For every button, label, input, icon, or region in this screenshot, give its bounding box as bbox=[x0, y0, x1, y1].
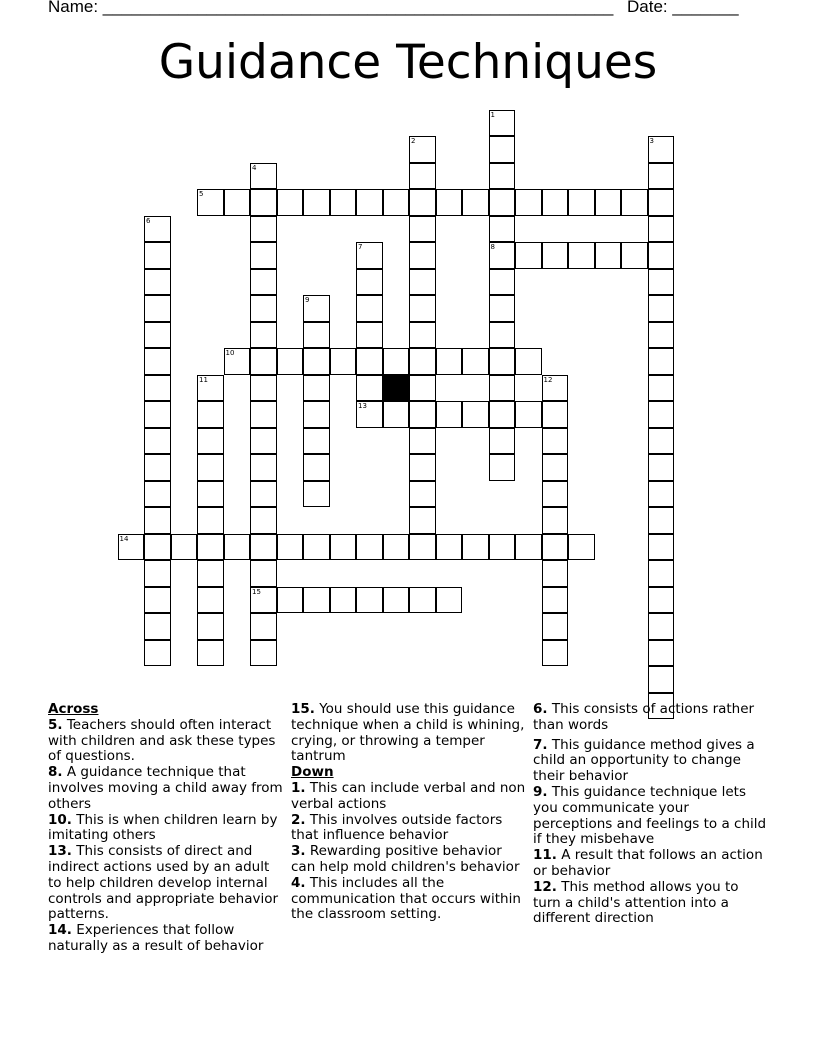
grid-cell[interactable] bbox=[648, 163, 675, 190]
grid-cell[interactable] bbox=[356, 269, 383, 296]
grid-cell[interactable] bbox=[383, 587, 410, 614]
grid-cell[interactable] bbox=[250, 640, 277, 667]
grid-cell[interactable] bbox=[542, 454, 569, 481]
grid-cell[interactable] bbox=[542, 640, 569, 667]
grid-cell[interactable] bbox=[648, 560, 675, 587]
grid-cell[interactable] bbox=[250, 613, 277, 640]
clue-number: 8. bbox=[48, 764, 63, 781]
grid-cell[interactable] bbox=[303, 428, 330, 455]
grid-cell[interactable] bbox=[383, 401, 410, 428]
grid-cell[interactable] bbox=[595, 242, 622, 269]
clue-text: This is when children learn by imitating others bbox=[48, 811, 278, 844]
grid-cell[interactable] bbox=[595, 189, 622, 216]
clue-number-label: 15 bbox=[252, 587, 261, 596]
grid-cell[interactable] bbox=[409, 295, 436, 322]
grid-cell[interactable] bbox=[648, 136, 675, 163]
grid-block bbox=[383, 375, 410, 402]
across-heading: Across bbox=[48, 701, 99, 717]
grid-cell[interactable] bbox=[144, 587, 171, 614]
grid-cell[interactable] bbox=[144, 216, 171, 243]
grid-cell[interactable] bbox=[303, 587, 330, 614]
clue-across-5 bbox=[48, 718, 284, 765]
clue-number-label: 1 bbox=[490, 110, 495, 119]
clue-number: 10. bbox=[48, 811, 72, 828]
grid-cell[interactable] bbox=[436, 587, 463, 614]
grid-cell[interactable] bbox=[197, 613, 224, 640]
grid-cell[interactable] bbox=[489, 163, 516, 190]
grid-cell[interactable] bbox=[303, 481, 330, 508]
grid-cell[interactable] bbox=[462, 348, 489, 375]
grid-cell[interactable] bbox=[197, 534, 224, 561]
grid-cell[interactable] bbox=[356, 375, 383, 402]
grid-cell[interactable] bbox=[436, 189, 463, 216]
grid-cell[interactable] bbox=[356, 348, 383, 375]
grid-cell[interactable] bbox=[489, 136, 516, 163]
grid-cell[interactable] bbox=[356, 401, 383, 428]
grid-cell[interactable] bbox=[250, 295, 277, 322]
grid-cell[interactable] bbox=[197, 428, 224, 455]
grid-cell[interactable] bbox=[330, 348, 357, 375]
grid-cell[interactable] bbox=[409, 242, 436, 269]
grid-cell[interactable] bbox=[648, 666, 675, 693]
clue-text: This method allows you to turn a child's attention into a different direction bbox=[533, 878, 739, 927]
grid-cell[interactable] bbox=[489, 110, 516, 137]
grid-cell[interactable] bbox=[197, 481, 224, 508]
grid-cell[interactable] bbox=[356, 295, 383, 322]
grid-cell[interactable] bbox=[197, 401, 224, 428]
clue-number-label: 7 bbox=[358, 243, 363, 251]
grid-cell[interactable] bbox=[144, 295, 171, 322]
grid-cell[interactable] bbox=[383, 189, 410, 216]
grid-cell[interactable] bbox=[648, 587, 675, 614]
grid-cell[interactable] bbox=[515, 534, 542, 561]
clue-text: A guidance technique that involves moving a child away from others bbox=[48, 764, 283, 812]
clue-text: This consists of direct and indirect actions used by an adult to help children develop internal controls and appropriate behavior patterns. bbox=[48, 843, 279, 923]
grid-cell[interactable] bbox=[356, 242, 383, 269]
grid-cell[interactable] bbox=[648, 348, 675, 375]
right-column bbox=[533, 702, 769, 927]
clue-across-8 bbox=[48, 765, 284, 812]
grid-cell[interactable] bbox=[568, 242, 595, 269]
grid-cell[interactable] bbox=[250, 507, 277, 534]
grid-cell[interactable] bbox=[330, 587, 357, 614]
clue-number-label: 9 bbox=[305, 296, 310, 304]
grid-cell[interactable] bbox=[250, 534, 277, 561]
grid-cell[interactable] bbox=[356, 534, 383, 561]
grid-cell[interactable] bbox=[648, 375, 675, 402]
grid-cell[interactable] bbox=[303, 454, 330, 481]
clue-across-15 bbox=[291, 702, 527, 765]
grid-cell[interactable] bbox=[303, 534, 330, 561]
grid-cell[interactable] bbox=[197, 560, 224, 587]
grid-cell[interactable] bbox=[409, 428, 436, 455]
date-field-label: Date: _______ bbox=[627, 0, 739, 16]
grid-cell[interactable] bbox=[144, 401, 171, 428]
grid-cell[interactable] bbox=[542, 613, 569, 640]
grid-cell[interactable] bbox=[330, 189, 357, 216]
grid-cell[interactable] bbox=[409, 454, 436, 481]
grid-cell[interactable] bbox=[250, 216, 277, 243]
grid-cell[interactable] bbox=[489, 401, 516, 428]
clue-across-14 bbox=[48, 923, 284, 955]
grid-cell[interactable] bbox=[489, 269, 516, 296]
clue-text: This guidance technique lets you communicate your perceptions and feelings to a child if they misbehave bbox=[533, 783, 767, 848]
clue-number: 1. bbox=[291, 779, 306, 796]
name-field-label: Name: ______________________________________________________ bbox=[48, 0, 614, 16]
page-title: Guidance Techniques bbox=[158, 35, 658, 90]
grid-cell[interactable] bbox=[144, 613, 171, 640]
grid-cell[interactable] bbox=[250, 481, 277, 508]
grid-cell[interactable] bbox=[250, 322, 277, 349]
clue-number-label: 12 bbox=[543, 375, 553, 384]
grid-cell[interactable] bbox=[303, 295, 330, 322]
clue-across-13 bbox=[48, 844, 284, 923]
grid-cell[interactable] bbox=[542, 242, 569, 269]
grid-cell[interactable] bbox=[436, 348, 463, 375]
grid-cell[interactable] bbox=[197, 189, 224, 216]
grid-cell[interactable] bbox=[542, 375, 569, 402]
grid-cell[interactable] bbox=[197, 454, 224, 481]
clue-text: A result that follows an action or behavior bbox=[533, 847, 763, 879]
clue-number-label: 3 bbox=[649, 137, 654, 145]
grid-cell[interactable] bbox=[409, 375, 436, 402]
grid-cell[interactable] bbox=[409, 587, 436, 614]
grid-cell[interactable] bbox=[303, 348, 330, 375]
clue-down-11 bbox=[533, 848, 769, 880]
grid-cell[interactable] bbox=[144, 242, 171, 269]
grid-cell[interactable] bbox=[648, 640, 675, 667]
grid-cell[interactable] bbox=[489, 348, 516, 375]
clue-down-3 bbox=[291, 844, 527, 876]
grid-cell[interactable] bbox=[489, 295, 516, 322]
clue-number: 2. bbox=[291, 811, 306, 828]
grid-cell[interactable] bbox=[648, 481, 675, 508]
clue-number: 3. bbox=[291, 843, 306, 860]
grid-cell[interactable] bbox=[224, 348, 251, 375]
grid-cell[interactable] bbox=[515, 242, 542, 269]
grid-cell[interactable] bbox=[409, 401, 436, 428]
clue-text: Experiences that follow naturally as a result of behavior bbox=[48, 922, 264, 954]
grid-cell[interactable] bbox=[250, 560, 277, 587]
grid-cell[interactable] bbox=[648, 189, 675, 216]
grid-cell[interactable] bbox=[250, 375, 277, 402]
grid-cell[interactable] bbox=[462, 534, 489, 561]
grid-cell[interactable] bbox=[648, 507, 675, 534]
clue-text: This involves outside factors that influence behavior bbox=[291, 811, 503, 844]
grid-cell[interactable] bbox=[568, 534, 595, 561]
grid-cell[interactable] bbox=[197, 587, 224, 614]
clue-down-6 bbox=[533, 702, 769, 734]
grid-cell[interactable] bbox=[542, 401, 569, 428]
grid-cell[interactable] bbox=[648, 269, 675, 296]
grid-cell[interactable] bbox=[489, 216, 516, 243]
clue-number: 14. bbox=[48, 922, 72, 939]
grid-cell[interactable] bbox=[436, 401, 463, 428]
grid-cell[interactable] bbox=[197, 507, 224, 534]
grid-cell[interactable] bbox=[648, 534, 675, 561]
grid-cell[interactable] bbox=[250, 454, 277, 481]
grid-cell[interactable] bbox=[489, 428, 516, 455]
grid-cell[interactable] bbox=[542, 587, 569, 614]
grid-cell[interactable] bbox=[489, 189, 516, 216]
grid-cell[interactable] bbox=[250, 189, 277, 216]
across-column bbox=[48, 702, 284, 955]
grid-cell[interactable] bbox=[144, 454, 171, 481]
grid-cell[interactable] bbox=[648, 216, 675, 243]
grid-cell[interactable] bbox=[489, 375, 516, 402]
grid-cell[interactable] bbox=[277, 534, 304, 561]
grid-cell[interactable] bbox=[409, 189, 436, 216]
clue-down-12 bbox=[533, 880, 769, 927]
grid-cell[interactable] bbox=[250, 401, 277, 428]
grid-cell[interactable] bbox=[648, 295, 675, 322]
grid-cell[interactable] bbox=[277, 587, 304, 614]
grid-cell[interactable] bbox=[197, 640, 224, 667]
grid-cell[interactable] bbox=[144, 375, 171, 402]
clue-text: Rewarding positive behavior can help mold children's behavior bbox=[291, 843, 520, 875]
grid-cell[interactable] bbox=[303, 375, 330, 402]
grid-cell[interactable] bbox=[197, 375, 224, 402]
grid-cell[interactable] bbox=[383, 534, 410, 561]
grid-cell[interactable] bbox=[144, 640, 171, 667]
grid-cell[interactable] bbox=[277, 348, 304, 375]
grid-cell[interactable] bbox=[409, 163, 436, 190]
grid-cell[interactable] bbox=[648, 242, 675, 269]
grid-cell[interactable] bbox=[303, 401, 330, 428]
clue-number-label: 4 bbox=[252, 163, 257, 172]
clue-number-label: 8 bbox=[490, 243, 495, 251]
clue-number-label: 11 bbox=[199, 375, 208, 384]
clue-down-9 bbox=[533, 785, 769, 848]
grid-cell[interactable] bbox=[489, 322, 516, 349]
grid-cell[interactable] bbox=[409, 322, 436, 349]
clue-text: This includes all the communication that occurs within the classroom setting. bbox=[291, 874, 521, 923]
clue-number: 9. bbox=[533, 783, 548, 800]
grid-cell[interactable] bbox=[515, 401, 542, 428]
grid-cell[interactable] bbox=[303, 322, 330, 349]
clue-down-1 bbox=[291, 781, 527, 813]
grid-cell[interactable] bbox=[462, 189, 489, 216]
clue-text: This guidance method gives a child an opportunity to change their behavior bbox=[533, 736, 755, 785]
grid-cell[interactable] bbox=[489, 454, 516, 481]
clue-number-label: 5 bbox=[199, 190, 204, 198]
down-heading: Down bbox=[291, 764, 334, 781]
grid-cell[interactable] bbox=[303, 189, 330, 216]
grid-cell[interactable] bbox=[409, 269, 436, 296]
grid-cell[interactable] bbox=[648, 454, 675, 481]
clue-number: 5. bbox=[48, 716, 63, 733]
clue-number-label: 2 bbox=[411, 137, 416, 145]
grid-cell[interactable] bbox=[489, 242, 516, 269]
clue-text: This can include verbal and non verbal actions bbox=[291, 779, 526, 812]
clue-number: 12. bbox=[533, 878, 557, 895]
grid-cell[interactable] bbox=[515, 348, 542, 375]
grid-cell[interactable] bbox=[542, 560, 569, 587]
clue-number: 15. bbox=[291, 701, 315, 717]
grid-cell[interactable] bbox=[568, 189, 595, 216]
grid-cell[interactable] bbox=[144, 507, 171, 534]
grid-cell[interactable] bbox=[648, 401, 675, 428]
grid-cell[interactable] bbox=[542, 189, 569, 216]
grid-cell[interactable] bbox=[542, 428, 569, 455]
clue-text: This consists of actions rather than words bbox=[533, 701, 755, 733]
grid-cell[interactable] bbox=[462, 401, 489, 428]
grid-cell[interactable] bbox=[250, 242, 277, 269]
clue-text: Teachers should often interact with children and ask these types of questions. bbox=[48, 716, 276, 765]
grid-cell[interactable] bbox=[409, 216, 436, 243]
clue-across-10 bbox=[48, 813, 284, 845]
grid-cell[interactable] bbox=[144, 534, 171, 561]
clue-down-2 bbox=[291, 813, 527, 845]
clue-number-label: 6 bbox=[146, 216, 151, 225]
grid-cell[interactable] bbox=[356, 587, 383, 614]
grid-cell[interactable] bbox=[489, 534, 516, 561]
grid-cell[interactable] bbox=[118, 534, 145, 561]
grid-cell[interactable] bbox=[409, 534, 436, 561]
clue-number-label: 10 bbox=[225, 349, 235, 357]
grid-cell[interactable] bbox=[144, 481, 171, 508]
grid-cell[interactable] bbox=[409, 348, 436, 375]
grid-cell[interactable] bbox=[621, 242, 648, 269]
grid-cell[interactable] bbox=[409, 507, 436, 534]
grid-cell[interactable] bbox=[250, 428, 277, 455]
clue-number-label: 14 bbox=[119, 534, 129, 543]
grid-cell[interactable] bbox=[250, 587, 277, 614]
grid-cell[interactable] bbox=[277, 189, 304, 216]
grid-cell[interactable] bbox=[542, 481, 569, 508]
grid-cell[interactable] bbox=[330, 534, 357, 561]
grid-cell[interactable] bbox=[356, 189, 383, 216]
grid-cell[interactable] bbox=[144, 428, 171, 455]
grid-cell[interactable] bbox=[383, 348, 410, 375]
grid-cell[interactable] bbox=[409, 481, 436, 508]
grid-cell[interactable] bbox=[356, 322, 383, 349]
clue-number: 6. bbox=[533, 701, 548, 717]
grid-cell[interactable] bbox=[144, 269, 171, 296]
grid-cell[interactable] bbox=[542, 534, 569, 561]
clue-number-label: 13 bbox=[358, 402, 367, 410]
grid-cell[interactable] bbox=[515, 189, 542, 216]
clue-number: 4. bbox=[291, 874, 306, 891]
grid-cell[interactable] bbox=[648, 428, 675, 455]
grid-cell[interactable] bbox=[648, 322, 675, 349]
grid-cell[interactable] bbox=[144, 322, 171, 349]
clue-text: You should use this guidance technique when a child is whining, crying, or throwing a temper tantrum bbox=[291, 701, 525, 765]
grid-cell[interactable] bbox=[436, 534, 463, 561]
grid-cell[interactable] bbox=[171, 534, 198, 561]
middle-column bbox=[291, 702, 527, 923]
grid-cell[interactable] bbox=[250, 269, 277, 296]
grid-cell[interactable] bbox=[224, 534, 251, 561]
grid-cell[interactable] bbox=[250, 348, 277, 375]
grid-cell[interactable] bbox=[648, 613, 675, 640]
grid-cell[interactable] bbox=[621, 189, 648, 216]
grid-cell[interactable] bbox=[144, 348, 171, 375]
clue-number: 7. bbox=[533, 736, 548, 753]
grid-cell[interactable] bbox=[409, 136, 436, 163]
grid-cell[interactable] bbox=[542, 507, 569, 534]
grid-cell[interactable] bbox=[250, 163, 277, 190]
clue-down-4 bbox=[291, 876, 527, 923]
clue-number: 11. bbox=[533, 847, 557, 864]
grid-cell[interactable] bbox=[224, 189, 251, 216]
grid-cell[interactable] bbox=[144, 560, 171, 587]
clue-down-7 bbox=[533, 738, 769, 785]
clue-number: 13. bbox=[48, 843, 72, 860]
